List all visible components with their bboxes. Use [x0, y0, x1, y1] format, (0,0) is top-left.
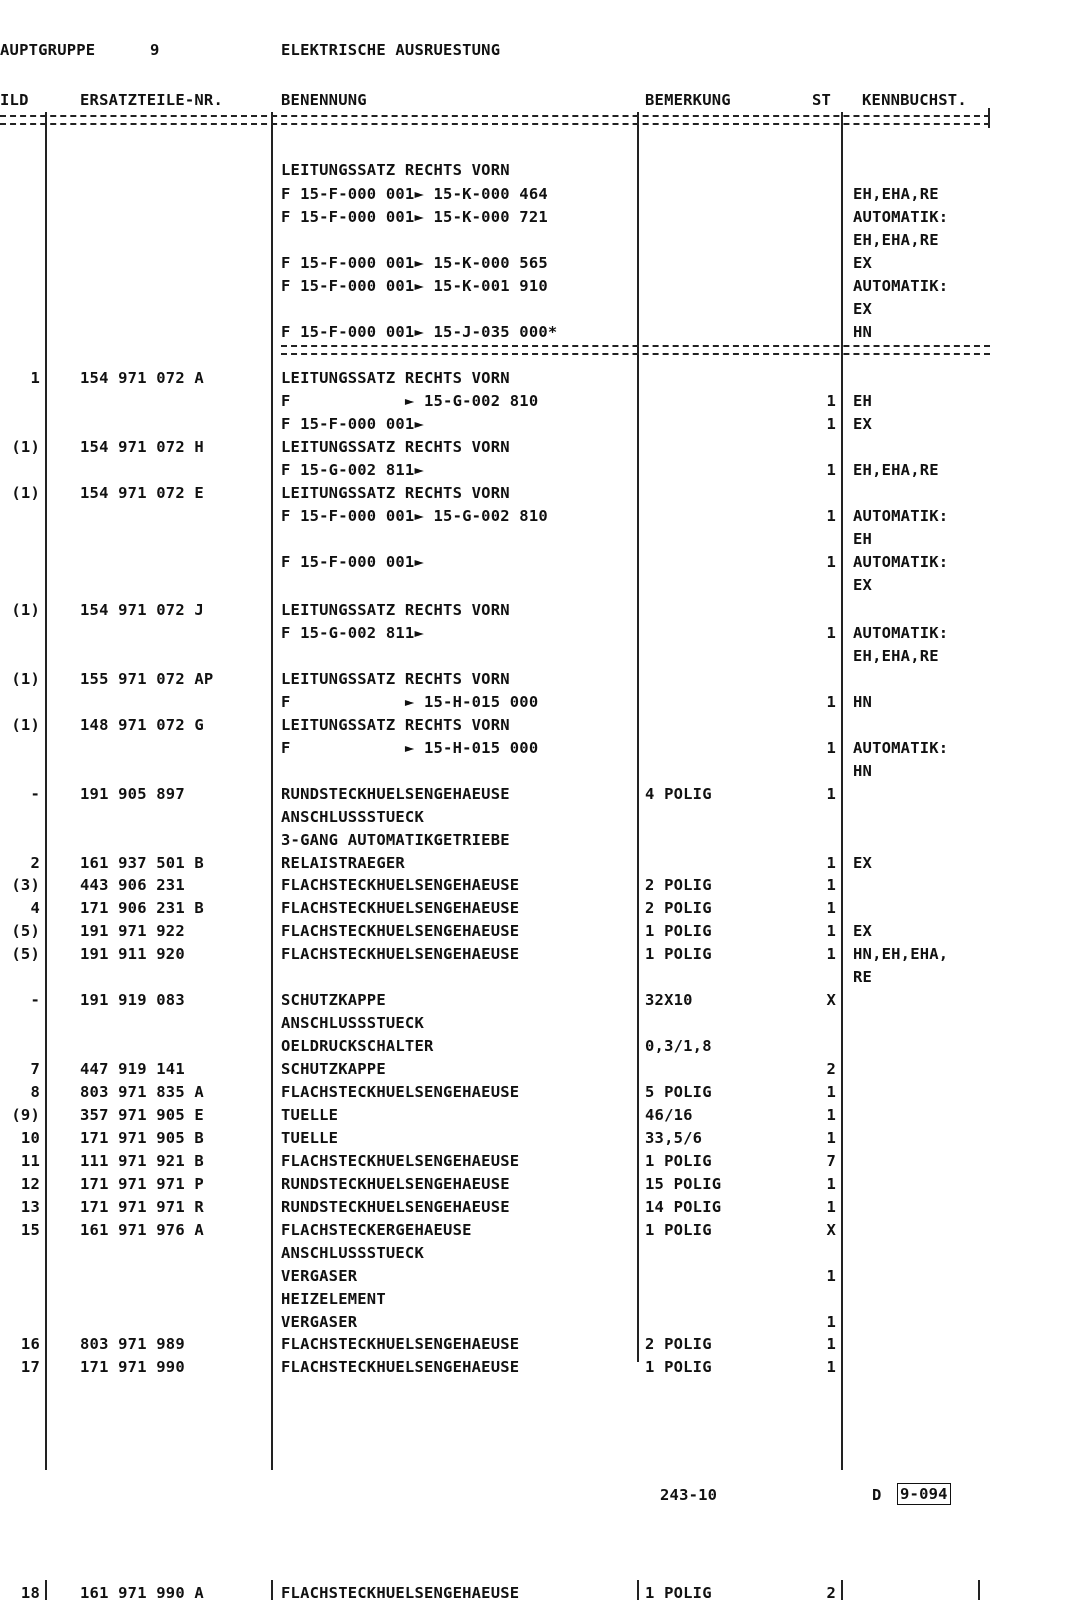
group-label: AUPTGRUPPE [0, 41, 96, 59]
row-qty: 1 [826, 624, 836, 642]
row-part-number: 154 971 072 J [80, 601, 204, 619]
row-name: SCHUTZKAPPE [281, 991, 386, 1009]
row-part-number: 148 971 072 G [80, 716, 204, 734]
row-name: ANSCHLUSSSTUECK [281, 1244, 424, 1262]
row-bild: 8 [30, 1083, 40, 1101]
row-qty: 1 [826, 392, 836, 410]
row-part-number: 803 971 989 [80, 1335, 185, 1353]
row-qty: 1 [826, 461, 836, 479]
row-name: ANSCHLUSSSTUECK [281, 808, 424, 826]
row-code: HN [853, 693, 873, 711]
next-row-remark: 1 POLIG [645, 1584, 712, 1602]
column-rule [271, 1580, 273, 1600]
row-code: HN,EH,EHA, [853, 945, 949, 963]
row-bild: 1 [30, 369, 40, 387]
row-code: EX [853, 415, 873, 433]
row-bild: 10 [20, 1129, 40, 1147]
row-name: RUNDSTECKHUELSENGEHAEUSE [281, 1198, 510, 1216]
row-remark: 1 POLIG [645, 1221, 712, 1239]
row-name: FLACHSTECKHUELSENGEHAEUSE [281, 945, 520, 963]
row-part-number: 443 906 231 [80, 876, 185, 894]
row-name: F 15-F-000 001► 15-J-035 000* [281, 323, 558, 341]
row-name: 3-GANG AUTOMATIKGETRIEBE [281, 831, 510, 849]
row-bild: (1) [11, 670, 40, 688]
row-bild: - [30, 991, 40, 1009]
row-name: TUELLE [281, 1129, 339, 1147]
row-remark: 46/16 [645, 1106, 693, 1124]
row-qty: 1 [826, 1267, 836, 1285]
row-qty: 1 [826, 693, 836, 711]
column-rule [271, 112, 273, 1470]
group-number: 9 [150, 41, 160, 59]
row-part-number: 154 971 072 H [80, 438, 204, 456]
row-name: RUNDSTECKHUELSENGEHAEUSE [281, 1175, 510, 1193]
row-name: LEITUNGSSATZ RECHTS VORN [281, 484, 510, 502]
row-name: HEIZELEMENT [281, 1290, 386, 1308]
row-code: EX [853, 576, 873, 594]
row-part-number: 447 919 141 [80, 1060, 185, 1078]
row-part-number: 154 971 072 E [80, 484, 204, 502]
row-remark: 4 POLIG [645, 785, 712, 803]
row-name: SCHUTZKAPPE [281, 1060, 386, 1078]
row-name: FLACHSTECKHUELSENGEHAEUSE [281, 1083, 520, 1101]
row-bild: (1) [11, 484, 40, 502]
row-name: LEITUNGSSATZ RECHTS VORN [281, 716, 510, 734]
column-rule [841, 1580, 843, 1600]
row-part-number: 155 971 072 AP [80, 670, 214, 688]
row-remark: 0,3/1,8 [645, 1037, 712, 1055]
row-name: F 15-F-000 001► 15-K-000 721 [281, 208, 548, 226]
row-bild: (1) [11, 438, 40, 456]
row-name: LEITUNGSSATZ RECHTS VORN [281, 369, 510, 387]
row-name: VERGASER [281, 1313, 358, 1331]
row-qty: 1 [826, 1129, 836, 1147]
row-code: AUTOMATIK: [853, 208, 949, 226]
row-part-number: 171 971 905 B [80, 1129, 204, 1147]
row-qty: X [826, 1221, 836, 1239]
row-qty: 1 [826, 1198, 836, 1216]
row-part-number: 803 971 835 A [80, 1083, 204, 1101]
row-name: LEITUNGSSATZ RECHTS VORN [281, 601, 510, 619]
row-name: F 15-F-000 001► [281, 415, 424, 433]
row-qty: 1 [826, 1083, 836, 1101]
row-name: ANSCHLUSSSTUECK [281, 1014, 424, 1032]
row-qty: 1 [826, 876, 836, 894]
row-name: F ► 15-G-002 810 [281, 392, 539, 410]
row-part-number: 357 971 905 E [80, 1106, 204, 1124]
row-remark: 32X10 [645, 991, 693, 1009]
row-remark: 15 POLIG [645, 1175, 722, 1193]
row-code: EH,EHA,RE [853, 231, 939, 249]
page-id-box: 9-094 [897, 1483, 951, 1505]
row-part-number: 171 906 231 B [80, 899, 204, 917]
row-name: F 15-F-000 001► 15-G-002 810 [281, 507, 548, 525]
row-remark: 33,5/6 [645, 1129, 703, 1147]
row-remark: 2 POLIG [645, 899, 712, 917]
row-remark: 14 POLIG [645, 1198, 722, 1216]
row-remark: 1 POLIG [645, 1358, 712, 1376]
row-part-number: 161 971 976 A [80, 1221, 204, 1239]
column-rule [841, 112, 843, 1470]
row-name: FLACHSTECKHUELSENGEHAEUSE [281, 899, 520, 917]
row-bild: (5) [11, 922, 40, 940]
row-bild: 2 [30, 854, 40, 872]
row-part-number: 171 971 971 P [80, 1175, 204, 1193]
col-header-name: BENENNUNG [281, 91, 367, 109]
catalog-letter: D [872, 1486, 882, 1504]
row-code: EX [853, 922, 873, 940]
row-name: FLACHSTECKHUELSENGEHAEUSE [281, 1358, 520, 1376]
row-remark: 5 POLIG [645, 1083, 712, 1101]
column-rule [988, 108, 990, 128]
row-code: HN [853, 323, 873, 341]
row-qty: 7 [826, 1152, 836, 1170]
column-rule [45, 112, 47, 1470]
row-code: AUTOMATIK: [853, 624, 949, 642]
col-header-bild: ILD [0, 91, 29, 109]
row-code: RE [853, 968, 873, 986]
row-code: AUTOMATIK: [853, 553, 949, 571]
row-part-number: 191 905 897 [80, 785, 185, 803]
row-name: FLACHSTECKHUELSENGEHAEUSE [281, 922, 520, 940]
row-name: RUNDSTECKHUELSENGEHAEUSE [281, 785, 510, 803]
col-header-remark: BEMERKUNG [645, 91, 731, 109]
column-rule [45, 1580, 47, 1600]
row-name: FLACHSTECKHUELSENGEHAEUSE [281, 1152, 520, 1170]
row-remark: 2 POLIG [645, 876, 712, 894]
row-part-number: 171 971 990 [80, 1358, 185, 1376]
row-remark: 1 POLIG [645, 945, 712, 963]
row-qty: 1 [826, 415, 836, 433]
row-qty: 1 [826, 785, 836, 803]
row-name: LEITUNGSSATZ RECHTS VORN [281, 161, 510, 179]
page-reference: 243-10 [660, 1486, 718, 1504]
row-bild: (1) [11, 716, 40, 734]
column-rule [637, 1580, 639, 1600]
next-row-bild: 18 [20, 1584, 40, 1602]
row-code: HN [853, 762, 873, 780]
row-code: AUTOMATIK: [853, 739, 949, 757]
row-name: LEITUNGSSATZ RECHTS VORN [281, 438, 510, 456]
row-remark: 2 POLIG [645, 1335, 712, 1353]
row-qty: 1 [826, 507, 836, 525]
row-bild: 11 [20, 1152, 40, 1170]
row-qty: 1 [826, 899, 836, 917]
row-qty: 2 [826, 1060, 836, 1078]
row-name: LEITUNGSSATZ RECHTS VORN [281, 670, 510, 688]
row-qty: 1 [826, 1358, 836, 1376]
row-code: AUTOMATIK: [853, 277, 949, 295]
row-name: VERGASER [281, 1267, 358, 1285]
row-code: EX [853, 254, 873, 272]
row-bild: 16 [20, 1335, 40, 1353]
row-qty: 1 [826, 854, 836, 872]
row-name: TUELLE [281, 1106, 339, 1124]
row-qty: 1 [826, 922, 836, 940]
row-name: FLACHSTECKERGEHAEUSE [281, 1221, 472, 1239]
row-name: F 15-F-000 001► 15-K-000 464 [281, 185, 548, 203]
col-header-code: KENNBUCHST. [862, 91, 967, 109]
row-part-number: 111 971 921 B [80, 1152, 204, 1170]
next-row-name: FLACHSTECKHUELSENGEHAEUSE [281, 1584, 520, 1602]
row-bild: (5) [11, 945, 40, 963]
row-part-number: 191 919 083 [80, 991, 185, 1009]
row-part-number: 191 911 920 [80, 945, 185, 963]
row-code: EX [853, 300, 873, 318]
row-part-number: 171 971 971 R [80, 1198, 204, 1216]
row-name: F 15-G-002 811► [281, 461, 424, 479]
group-title: ELEKTRISCHE AUSRUESTUNG [281, 41, 501, 59]
row-qty: 1 [826, 1313, 836, 1331]
row-name: F ► 15-H-015 000 [281, 739, 539, 757]
row-bild: 12 [20, 1175, 40, 1193]
col-header-part-no: ERSATZTEILE-NR. [80, 91, 223, 109]
row-part-number: 191 971 922 [80, 922, 185, 940]
column-rule [637, 112, 639, 1362]
column-rule [978, 1580, 980, 1600]
row-part-number: 154 971 072 A [80, 369, 204, 387]
row-qty: 1 [826, 739, 836, 757]
row-bild: 7 [30, 1060, 40, 1078]
row-code: EH,EHA,RE [853, 647, 939, 665]
row-code: EH,EHA,RE [853, 185, 939, 203]
row-code: EH [853, 392, 873, 410]
row-name: F 15-F-000 001► 15-K-000 565 [281, 254, 548, 272]
row-bild: 4 [30, 899, 40, 917]
next-row-part-number: 161 971 990 A [80, 1584, 204, 1602]
row-part-number: 161 937 501 B [80, 854, 204, 872]
row-bild: - [30, 785, 40, 803]
col-header-qty: ST [812, 91, 832, 109]
next-row-qty: 2 [826, 1584, 836, 1602]
row-qty: 1 [826, 553, 836, 571]
row-code: AUTOMATIK: [853, 507, 949, 525]
row-name: F 15-F-000 001► 15-K-001 910 [281, 277, 548, 295]
row-remark: 1 POLIG [645, 922, 712, 940]
section-separator [281, 345, 990, 355]
row-code: EH,EHA,RE [853, 461, 939, 479]
row-name: FLACHSTECKHUELSENGEHAEUSE [281, 876, 520, 894]
row-bild: 15 [20, 1221, 40, 1239]
row-code: EH [853, 530, 873, 548]
row-code: EX [853, 854, 873, 872]
row-name: F ► 15-H-015 000 [281, 693, 539, 711]
row-name: F 15-G-002 811► [281, 624, 424, 642]
row-qty: 1 [826, 1106, 836, 1124]
row-name: OELDRUCKSCHALTER [281, 1037, 434, 1055]
row-bild: (9) [11, 1106, 40, 1124]
row-qty: 1 [826, 1175, 836, 1193]
row-bild: (1) [11, 601, 40, 619]
row-remark: 1 POLIG [645, 1152, 712, 1170]
row-name: RELAISTRAEGER [281, 854, 405, 872]
row-name: F 15-F-000 001► [281, 553, 424, 571]
row-name: FLACHSTECKHUELSENGEHAEUSE [281, 1335, 520, 1353]
row-bild: (3) [11, 876, 40, 894]
row-qty: 1 [826, 1335, 836, 1353]
row-bild: 13 [20, 1198, 40, 1216]
row-qty: X [826, 991, 836, 1009]
row-bild: 17 [20, 1358, 40, 1376]
row-qty: 1 [826, 945, 836, 963]
